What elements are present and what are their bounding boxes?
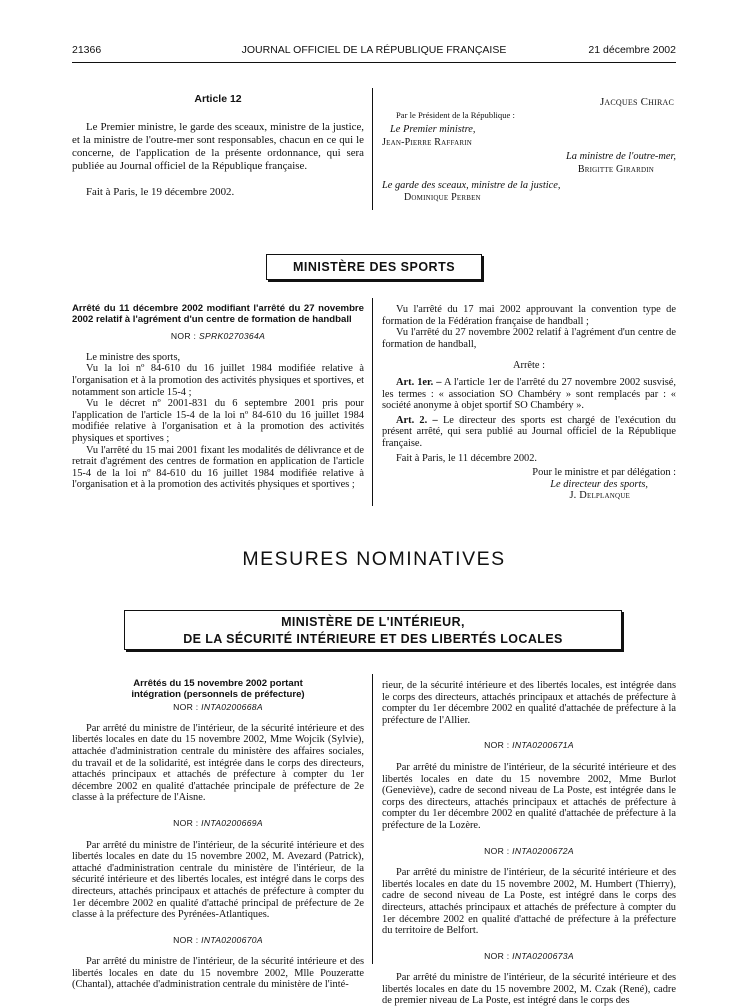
fait-line: Fait à Paris, le 19 décembre 2002. — [86, 185, 235, 198]
entry-1-text: Par arrêté du ministre de l'intérieur, de la sécurité intérieure et des libertés locales en date du 15 novembre 2002, Mme Wojcik (Sylvie), attachée d'administration centrale du ministère des affaires sociales, du travail et de la solidarité, est intégrée dans le corps des directeurs, attachés principaux et attachés de préfecture à compter du 1er décembre 2002 en qualité d'attachée principale de préfecture de 2e classe à la préfecture de l'Aisne. — [72, 722, 364, 804]
sports-right-column — [382, 304, 676, 502]
sports-arrete-word: Arrête : — [512, 360, 546, 372]
ministry-interior-line1: MINISTÈRE DE L'INTÉRIEUR, — [281, 615, 465, 629]
art1-text: A l'article 1er de l'arrêté du 27 novembre 2002 susvisé, les termes : « association SO Chambéry » sont remplacés par : « société anonyme à objet sportif SO Chambéry ». — [382, 376, 676, 412]
nor-label: NOR : — [173, 702, 199, 713]
ministry-interior-box — [124, 610, 622, 650]
sports-art1 — [382, 377, 676, 412]
pm-name: Jean-Pierre Raffarin — [382, 136, 472, 148]
par-le-president: Par le Président de la République : — [396, 109, 515, 120]
pm-title: Le Premier ministre, — [390, 124, 476, 136]
column-divider-top — [372, 88, 373, 210]
entry-6-text: Par arrêté du ministre de l'intérieur, de la sécurité intérieure et des libertés locales en date du 15 novembre 2002, M. Czak (René), cadre de premier niveau de La Poste, est intégré dans le corps des — [382, 972, 676, 1007]
mesures-left-column — [72, 679, 364, 991]
nor-entry-1 — [72, 702, 364, 714]
entry-4-text: Par arrêté du ministre de l'intérieur, de la sécurité intérieure et des libertés locales en date du 15 novembre 2002, Mme Burlot (Geneviève), cadre de second niveau de La Poste, est intégrée dans le corps des directeurs, attachés principaux et attachés de préfecture à compter du 1er décembre 2002 en qualité d'attachée de préfecture à la préfecture de la Lozère. — [382, 761, 676, 831]
om-name: Brigitte Girardin — [577, 163, 654, 175]
art1-label: Art. 1er. – — [396, 376, 442, 388]
nor-entry-2 — [72, 818, 364, 830]
column-divider-mesures — [372, 674, 373, 964]
nor-entry-3 — [72, 935, 364, 947]
header-rule — [72, 62, 676, 63]
column-divider-sports — [372, 298, 373, 506]
nor-code: INTA0200668A — [201, 702, 263, 713]
sports-p5: Vu l'arrêté du 17 mai 2002 approuvant la convention type de formation de la Fédération française de handball ; — [382, 304, 676, 327]
nor-label: NOR : — [484, 845, 510, 856]
mesures-heading: MESURES NOMINATIVES — [242, 548, 506, 570]
nor-code: INTA0200670A — [201, 934, 263, 945]
article-heading: Article 12 — [194, 93, 242, 105]
entry-3-text: Par arrêté du ministre de l'intérieur, de la sécurité intérieure et des libertés locales en date du 15 novembre 2002, Mlle Pouzeratte (Chantal), attachée d'administration centrale du ministère de l'inté- — [72, 956, 364, 991]
sports-p4: Vu l'arrêté du 15 mai 2001 fixant les modalités de délivrance et de retrait d'agrément des centres de formation en application de l'article 15-4 de la loi nº 84-610 du 16 juillet 1984 modifiée relative à l'organisation et à la promotion des activités physiques et sportives ; — [72, 444, 364, 491]
entry-3-continued: rieur, de la sécurité intérieure et des libertés locales, est intégrée dans le corps des directeurs, attachés principaux et attachés de préfecture à compter du 1er décembre 2002 en qualité d'attachée de préfecture à la préfecture de l'Allier. — [382, 680, 676, 726]
signer-president: Jacques Chirac — [599, 96, 674, 108]
nor-code: INTA0200673A — [512, 950, 574, 961]
nor-code: INTA0200671A — [512, 740, 574, 751]
sports-nor — [72, 331, 364, 343]
nor-label: NOR : — [173, 934, 199, 945]
nor-label: NOR : — [484, 950, 510, 961]
justice-name: Dominique Perben — [404, 192, 481, 204]
ministry-interior-line2: DE LA SÉCURITÉ INTÉRIEURE ET DES LIBERTÉS LOCALES — [183, 632, 563, 646]
mesures-right-column — [382, 680, 676, 1007]
ministry-sports-box — [266, 254, 482, 280]
om-title: La ministre de l'outre-mer, — [566, 151, 676, 163]
nor-label: NOR : — [484, 740, 510, 751]
issue-date: 21 décembre 2002 — [588, 44, 676, 56]
nor-code: SPRK0270364A — [198, 331, 266, 342]
sports-p1: Le ministre des sports, — [86, 351, 181, 363]
sports-left-column — [72, 304, 364, 491]
nor-entry-6 — [382, 951, 676, 963]
sports-fait: Fait à Paris, le 11 décembre 2002. — [396, 452, 538, 464]
entry-2-text: Par arrêté du ministre de l'intérieur, de la sécurité intérieure et des libertés locales en date du 15 novembre 2002, M. Avezard (Patrick), attaché d'administration centrale du ministère de l'intérieur, de la sécurité intérieure et des libertés locales, est intégré dans le corps des directeurs, attachés principaux et attachés de préfecture à compter du 1er décembre 2002 en qualité d'attaché principal de préfecture de 2e classe à la préfecture des Pyrénées-Atlantiques. — [72, 839, 364, 921]
sports-p6: Vu l'arrêté du 27 novembre 2002 relatif à l'agrément d'un centre de formation de handball, — [382, 327, 676, 350]
nor-label: NOR : — [173, 817, 199, 828]
nor-entry-5 — [382, 846, 676, 858]
nor-code: INTA0200669A — [201, 817, 263, 828]
ministry-sports-title: MINISTÈRE DES SPORTS — [292, 260, 456, 274]
page-number: 21366 — [72, 44, 102, 56]
art2-label: Art. 2. – — [396, 414, 438, 426]
sports-delegation: Pour le ministre et par délégation : — [532, 467, 676, 479]
nor-label: NOR : — [170, 331, 197, 342]
sports-p2: Vu la loi nº 84-610 du 16 juillet 1984 modifiée relative à l'organisation et à la promotion des activités physiques et sportives, et notamment son article 15-4 ; — [72, 363, 364, 398]
entry-5-text: Par arrêté du ministre de l'intérieur, de la sécurité intérieure et des libertés locales en date du 15 novembre 2002, M. Humbert (Thierry), cadre de second niveau de La Poste, est intégré dans le corps des directeurs, attachés principaux et attachés de préfecture à compter du 1er décembre 2002 en qualité d'attaché de préfecture à la préfecture du territoire de Belfort. — [382, 867, 676, 937]
signatures-block — [382, 96, 676, 205]
article-text: Le Premier ministre, le garde des sceaux, ministre de la justice, et la ministre de l'outre-mer sont responsables, chacun en ce qui le concerne, de l'application de la présente ordonnance, qui sera publiée au Journal officiel de la République française. — [72, 120, 364, 172]
sports-p3: Vu le décret nº 2001-831 du 6 septembre 2001 pris pour l'application de l'article 15-4 de la loi nº 84-610 du 16 juillet 1984 modifiée relative à l'organisation et à la promotion des activités physiques et sportives ; — [72, 398, 364, 444]
justice-title: Le garde des sceaux, ministre de la justice, — [382, 179, 561, 191]
sports-signer: J. Delplanque — [569, 490, 630, 502]
sports-art2 — [382, 415, 676, 450]
nor-code: INTA0200672A — [512, 845, 574, 856]
mesures-arrete-title: Arrêtés du 15 novembre 2002 portant intégration (personnels de préfecture) — [131, 678, 305, 700]
art2-text: Le directeur des sports est chargé de l'exécution du présent arrêté, qui sera publié au Journal officiel de la République française. — [382, 414, 676, 449]
article-12-block — [72, 94, 364, 198]
journal-title: JOURNAL OFFICIEL DE LA RÉPUBLIQUE FRANÇAISE — [241, 44, 507, 56]
nor-entry-4 — [382, 740, 676, 752]
sports-directeur: Le directeur des sports, — [550, 478, 648, 490]
sports-arrete-title: Arrêté du 11 décembre 2002 modifiant l'arrêté du 27 novembre 2002 relatif à l'agrément d'un centre de formation de handball — [72, 303, 364, 325]
